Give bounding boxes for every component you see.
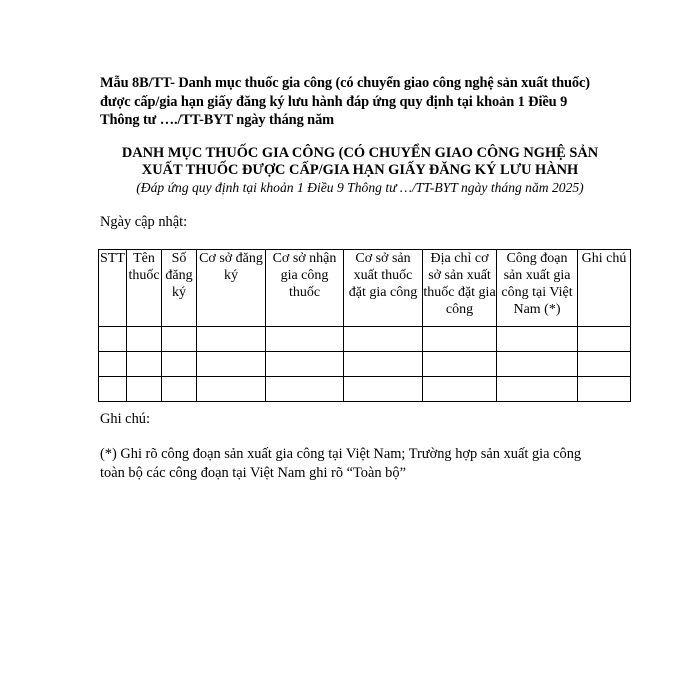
table-cell: [99, 352, 127, 377]
header-manufacturer-address: Địa chỉ cơ sở sản xuất thuốc đặt gia công: [423, 250, 497, 327]
table-cell: [423, 327, 497, 352]
table-cell: [266, 352, 344, 377]
header-registration-number: Số đăng ký: [162, 250, 197, 327]
table-cell: [578, 377, 631, 402]
table-cell: [423, 352, 497, 377]
table-cell: [127, 377, 162, 402]
document-subtitle: (Đáp ứng quy định tại khoản 1 Điều 9 Thông tư …/TT-BYT ngày tháng năm 2025): [136, 180, 584, 195]
table-cell: [497, 352, 578, 377]
header-stt: STT: [99, 250, 127, 327]
table-header-row: [99, 250, 631, 327]
table-cell: [423, 377, 497, 402]
form-reference: [100, 74, 640, 130]
header-drug-name: Tên thuốc: [127, 250, 162, 327]
header-notes: Ghi chú: [578, 250, 631, 327]
table-cell: [578, 327, 631, 352]
table-cell: [197, 327, 266, 352]
table-cell: [344, 377, 423, 402]
title-line-2: XUẤT THUỐC ĐƯỢC CẤP/GIA HẠN GIẤY ĐĂNG KÝ LƯU HÀNH: [141, 162, 579, 178]
notes-label: Ghi chú:: [100, 411, 150, 427]
table-cell: [344, 327, 423, 352]
header-registration-facility: Cơ sở đăng ký: [197, 250, 266, 327]
header-contract-facility: Cơ sở nhận gia công thuốc: [266, 250, 344, 327]
table-cell: [578, 352, 631, 377]
table-cell: [197, 377, 266, 402]
footnote-line-2: toàn bộ các công đoạn tại Việt Nam ghi rõ “Toàn bộ”: [100, 465, 406, 481]
table-cell: [162, 327, 197, 352]
form-reference-line-3: Thông tư …./TT-BYT ngày tháng năm: [100, 112, 335, 128]
form-reference-line-2: được cấp/gia hạn giấy đăng ký lưu hành đáp ứng quy định tại khoản 1 Điều 9: [100, 93, 568, 110]
footnote-line-1: (*) Ghi rõ công đoạn sản xuất gia công tại Việt Nam; Trường hợp sản xuất gia công: [100, 446, 582, 462]
table-row: [99, 327, 631, 352]
header-ordering-manufacturer: Cơ sở sản xuất thuốc đặt gia công: [344, 250, 423, 327]
form-reference-line-1: Mẫu 8B/TT- Danh mục thuốc gia công (có chuyển giao công nghệ sản xuất thuốc): [100, 75, 591, 91]
table-cell: [197, 352, 266, 377]
table-cell: [497, 377, 578, 402]
update-date-label: Ngày cập nhật:: [100, 214, 188, 230]
table-row: [99, 377, 631, 402]
document-title: [90, 145, 630, 179]
table-cell: [127, 327, 162, 352]
table-cell: [266, 327, 344, 352]
title-line-1: DANH MỤC THUỐC GIA CÔNG (CÓ CHUYỂN GIAO CÔNG NGHỆ SẢN: [121, 145, 599, 161]
table-cell: [266, 377, 344, 402]
table-row: [99, 352, 631, 377]
drug-list-table: [98, 249, 631, 402]
table-cell: [99, 327, 127, 352]
table-cell: [497, 327, 578, 352]
table-cell: [99, 377, 127, 402]
table-cell: [162, 352, 197, 377]
footnote: [100, 445, 620, 483]
header-production-stage: Công đoạn sản xuất gia công tại Việt Nam (*): [497, 250, 578, 327]
table-cell: [344, 352, 423, 377]
table-cell: [127, 352, 162, 377]
table-cell: [162, 377, 197, 402]
